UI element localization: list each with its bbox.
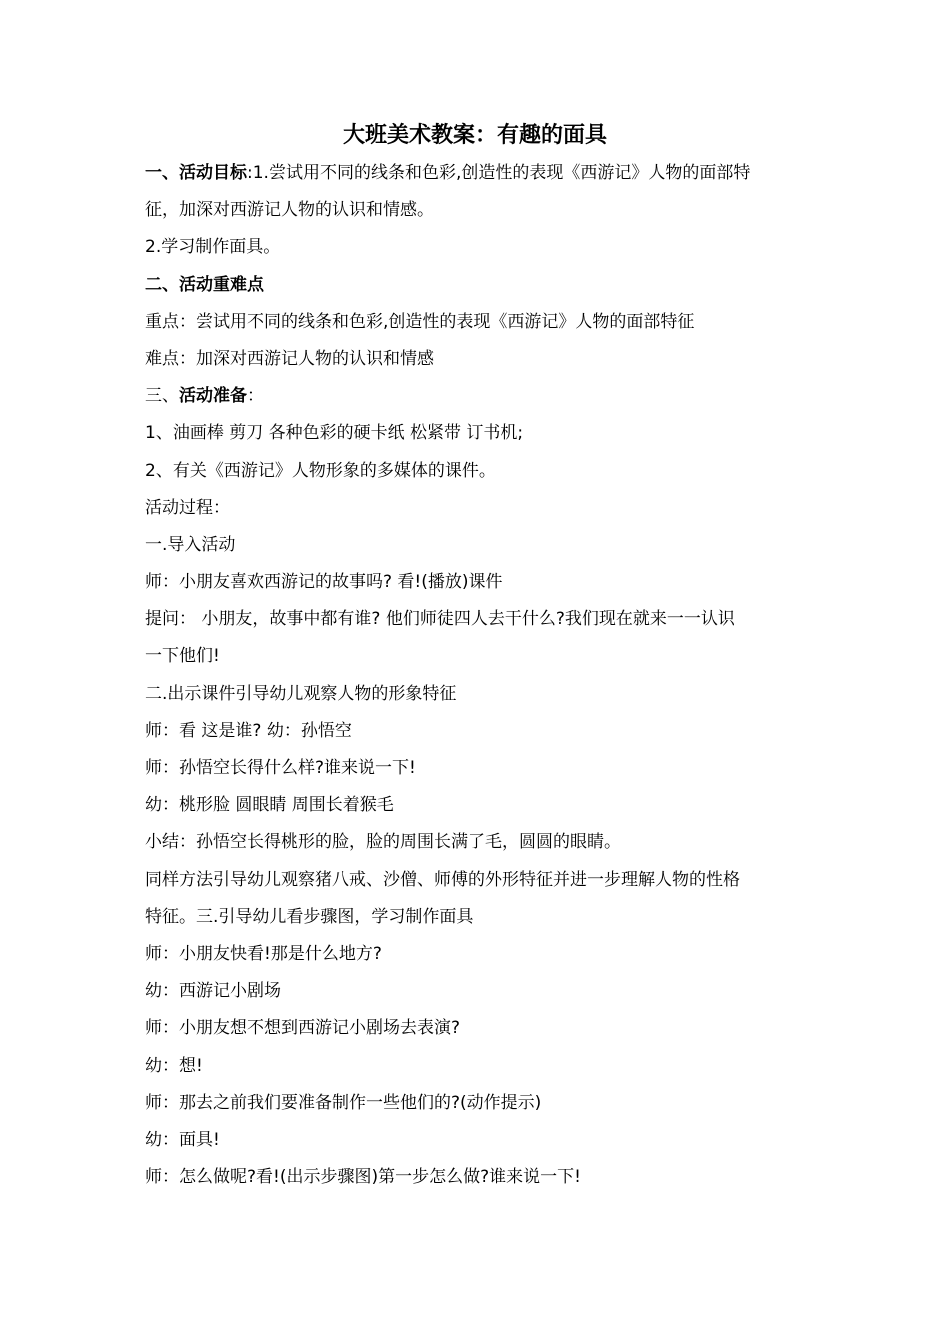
document-body xyxy=(145,155,815,1196)
goal-line-2: 征，加深对西游记人物的认识和情感。 xyxy=(145,200,434,221)
process-line: 小结：孙悟空长得桃形的脸，脸的周围长满了毛，圆圆的眼睛。 xyxy=(145,832,621,853)
process-line: 幼：面具! xyxy=(145,1129,220,1150)
process-line: 幼：桃形脸 圆眼睛 周围长着猴毛 xyxy=(145,795,394,816)
prep-item-1: 1、油画棒 剪刀 各种色彩的硬卡纸 松紧带 订书机; xyxy=(145,423,524,444)
prep-heading: 活动准备 xyxy=(179,386,247,407)
process-line: 师：小朋友想不想到西游记小剧场去表演? xyxy=(145,1018,461,1039)
process-line: 幼：西游记小剧场 xyxy=(145,981,281,1002)
goal-heading: 一、活动目标 xyxy=(145,163,247,183)
difficult-point: 难点：加深对西游记人物的认识和情感 xyxy=(145,348,434,369)
process-line: 师：孙悟空长得什么样?谁来说一下! xyxy=(145,758,416,778)
goal-line-1 xyxy=(145,155,815,192)
prep-heading-suffix: ： xyxy=(247,386,264,407)
prep-heading-prefix: 三、 xyxy=(145,386,179,407)
process-line: 师：小朋友喜欢西游记的故事吗? 看!(播放)课件 xyxy=(145,572,503,593)
process-line: 特征。三.引导幼儿看步骤图，学习制作面具 xyxy=(145,906,474,927)
process-line: 师：小朋友快看!那是什么地方? xyxy=(145,943,382,964)
goal-line-3: 2.学习制作面具。 xyxy=(145,237,281,258)
goal-text-1: :1.尝试用不同的线条和色彩,创造性的表现《西游记》人物的面部特 xyxy=(247,163,751,183)
process-line: 师：怎么做呢?看!(出示步骤图)第一步怎么做?谁来说一下! xyxy=(145,1167,581,1188)
process-line: 师：看 这是谁? 幼：孙悟空 xyxy=(145,720,352,741)
key-point: 重点：尝试用不同的线条和色彩,创造性的表现《西游记》人物的面部特征 xyxy=(145,311,695,332)
process-line: 幼：想! xyxy=(145,1055,203,1076)
prep-heading-line xyxy=(145,378,815,415)
process-line: 一.导入活动 xyxy=(145,534,236,555)
process-line: 二.出示课件引导幼儿观察人物的形象特征 xyxy=(145,683,457,704)
process-line: 提问： 小朋友，故事中都有谁? 他们师徒四人去干什么?我们现在就来一一认识 xyxy=(145,609,735,630)
prep-item-2: 2、有关《西游记》人物形象的多媒体的课件。 xyxy=(145,460,496,481)
document-title: 大班美术教案：有趣的面具 xyxy=(342,123,607,148)
key-heading: 二、活动重难点 xyxy=(145,274,264,295)
process-heading: 活动过程： xyxy=(145,497,230,518)
process-line: 一下他们! xyxy=(145,646,220,667)
process-line: 师：那去之前我们要准备制作一些他们的?(动作提示) xyxy=(145,1092,542,1113)
process-line: 同样方法引导幼儿观察猪八戒、沙僧、师傅的外形特征并进一步理解人物的性格 xyxy=(145,869,740,890)
